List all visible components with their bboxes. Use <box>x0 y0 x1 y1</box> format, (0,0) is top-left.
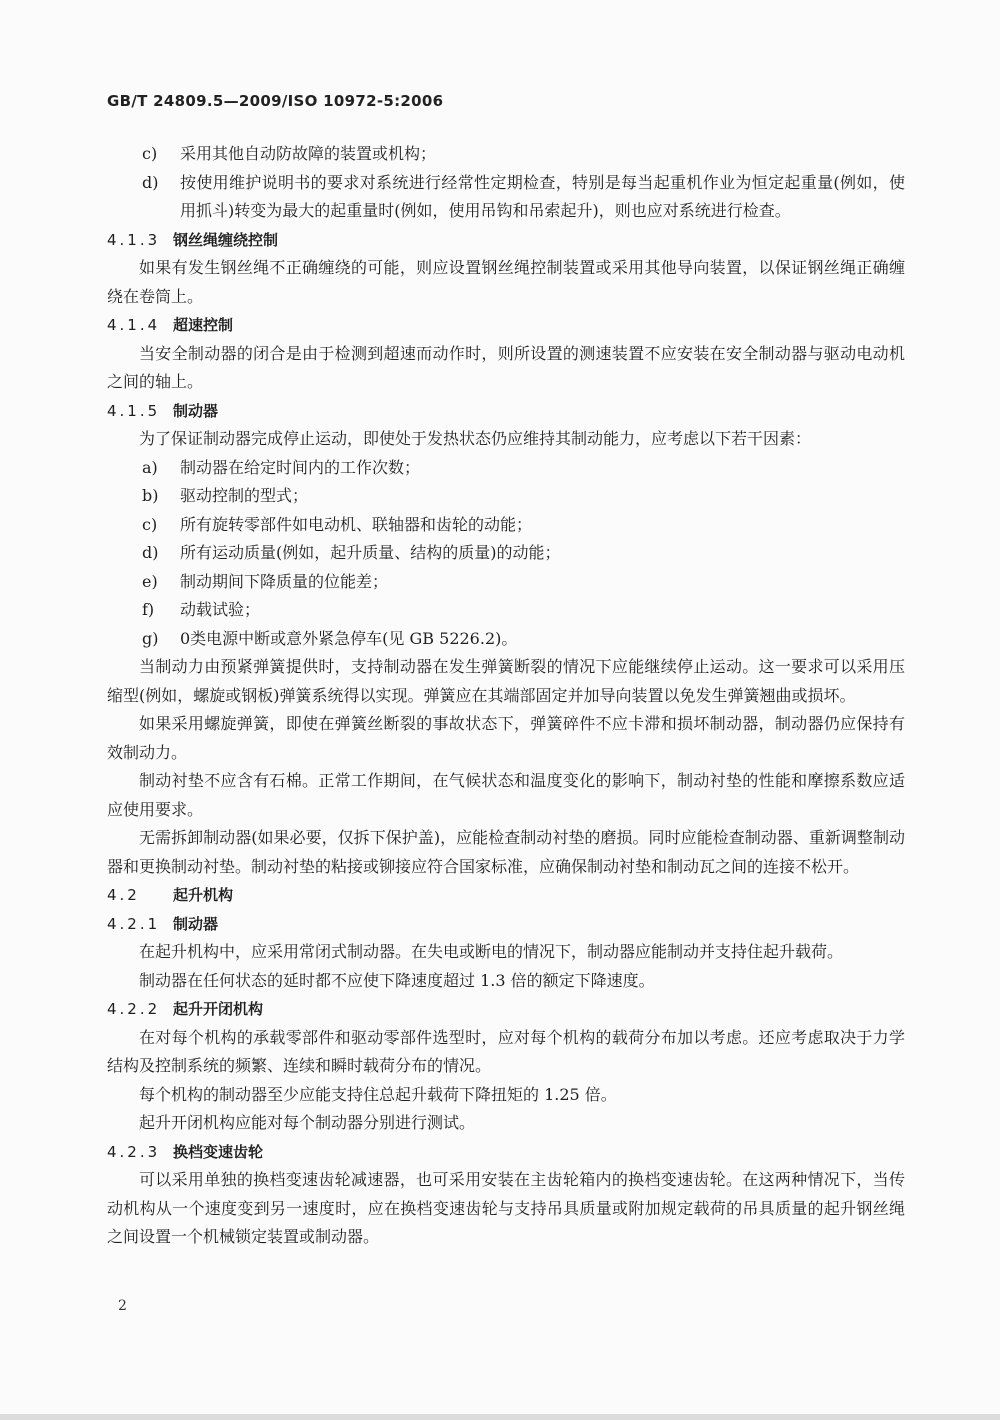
list-item-label: c) <box>142 144 158 163</box>
list-item-text: 采用其他自动防故障的装置或机构； <box>180 144 437 163</box>
page-number: 2 <box>118 1298 127 1314</box>
section-title: 起升开闭机构 <box>173 1000 264 1018</box>
section-number: 4.2.3 <box>107 1142 161 1161</box>
paragraph: 当安全制动器的闭合是由于检测到超速而动作时，则所设置的测速装置不应安装在安全制动器与驱动电动机之间的轴上。 <box>107 343 905 391</box>
list-item-text: 所有旋转零部件如电动机、联轴器和齿轮的动能； <box>180 514 533 534</box>
list-item <box>107 454 905 483</box>
paragraph: 为了保证制动器完成停止运动，即使处于发热状态仍应维持其制动能力，应考虑以下若干因素： <box>139 429 812 448</box>
section-title: 制动器 <box>173 401 219 420</box>
section-heading <box>107 910 905 939</box>
section-heading <box>107 397 905 426</box>
list-item-label: d) <box>142 543 159 562</box>
paragraph: 在起升机构中，应采用常闭式制动器。在失电或断电的情况下，制动器应能制动并支持住起升载荷。 <box>139 942 844 961</box>
paragraph: 可以采用单独的换档变速齿轮减速器，也可采用安装在主齿轮箱内的换档变速齿轮。在这两种情况下，当传动机构从一个速度变到另一速度时，应在换档变速齿轮与支持吊具质量或附加规定载荷的吊具质量的起升钢丝绳之间设置一个机械锁定装置或制动器。 <box>107 1170 905 1246</box>
list-item <box>107 568 905 597</box>
list-item-text: 制动器在给定时间内的工作次数； <box>180 457 421 477</box>
paragraph: 制动器在任何状态的延时都不应使下降速度超过 1.3 倍的额定下降速度。 <box>139 970 655 990</box>
list-item-text: 动载试验； <box>180 600 261 619</box>
section-number: 4.2.1 <box>107 914 161 933</box>
paragraph: 起升开闭机构应能对每个制动器分别进行测试。 <box>139 1113 476 1132</box>
section-number: 4.2.2 <box>107 1000 161 1018</box>
section-heading <box>107 1138 905 1167</box>
section-title: 超速控制 <box>173 316 234 334</box>
section-number: 4.1.5 <box>107 401 161 420</box>
list-item-label: d) <box>142 172 159 192</box>
list-item <box>107 169 905 226</box>
section-title: 换档变速齿轮 <box>173 1142 264 1161</box>
document-body <box>107 140 905 1252</box>
section-number: 4.1.4 <box>107 316 161 334</box>
list-item <box>107 539 905 568</box>
list-item <box>107 596 905 625</box>
section-number: 4.1.3 <box>107 230 161 249</box>
paragraph: 当制动力由预紧弹簧提供时，支持制动器在发生弹簧断裂的情况下应能继续停止运动。这一要求可以采用压缩型(例如，螺旋或钢板)弹簧系统得以实现。弹簧应在其端部固定并加导向装置以免发生弹簧翘曲或损坏。 <box>107 657 905 705</box>
section-heading <box>107 995 905 1024</box>
list-item-label: c) <box>142 514 158 534</box>
list-item <box>107 140 905 169</box>
paragraph: 每个机构的制动器至少应能支持住总起升载荷下降扭矩的 1.25 倍。 <box>139 1084 617 1104</box>
list-item <box>107 482 905 511</box>
list-item-text: 制动期间下降质量的位能差； <box>180 571 389 591</box>
section-heading <box>107 311 905 340</box>
section-title: 起升机构 <box>173 886 234 904</box>
list-item <box>107 511 905 540</box>
list-item-text: 0类电源中断或意外紧急停车(见 GB 5226.2)。 <box>180 628 518 648</box>
list-item-text: 所有运动质量(例如，起升质量、结构的质量)的动能； <box>180 543 561 562</box>
section-title: 钢丝绳缠绕控制 <box>173 230 279 249</box>
list-item-text: 按使用维护说明书的要求对系统进行经常性定期检查，特别是每当起重机作业为恒定起重量(例如，使用抓斗)转变为最大的起重量时(例如，使用吊钩和吊索起升)，则也应对系统进行检查。 <box>180 172 905 220</box>
list-item-text: 驱动控制的型式； <box>180 486 309 505</box>
list-item-label: a) <box>142 457 158 477</box>
paragraph: 如果采用螺旋弹簧，即使在弹簧丝断裂的事故状态下，弹簧碎件不应卡滞和损坏制动器，制动器仍应保持有效制动力。 <box>107 714 905 762</box>
paragraph: 制动衬垫不应含有石棉。正常工作期间，在气候状态和温度变化的影响下，制动衬垫的性能和摩擦系数应适应使用要求。 <box>107 771 905 819</box>
standard-code-header: GB/T 24809.5—2009/ISO 10972-5:2006 <box>107 92 444 110</box>
paragraph: 无需拆卸制动器(如果必要，仅拆下保护盖)，应能检查制动衬垫的磨损。同时应能检查制动器、重新调整制动器和更换制动衬垫。制动衬垫的粘接或铆接应符合国家标准，应确保制动衬垫和制动瓦之间的连接不松开。 <box>107 828 905 876</box>
paragraph: 如果有发生钢丝绳不正确缠绕的可能，则应设置钢丝绳控制装置或采用其他导向装置，以保证钢丝绳正确缠绕在卷筒上。 <box>107 258 905 306</box>
section-number: 4.2 <box>107 886 140 904</box>
section-heading <box>107 226 905 255</box>
list-item <box>107 625 905 654</box>
section-title: 制动器 <box>173 914 219 933</box>
section-heading <box>107 881 905 910</box>
list-item-label: b) <box>142 486 159 505</box>
paragraph: 在对每个机构的承载零部件和驱动零部件选型时，应对每个机构的载荷分布加以考虑。还应考虑取决于力学结构及控制系统的频繁、连续和瞬时载荷分布的情况。 <box>107 1027 905 1075</box>
list-item-label: e) <box>142 571 158 591</box>
list-item-label: g) <box>142 628 159 648</box>
page-bottom-edge <box>0 1414 1000 1420</box>
list-item-label: f) <box>142 600 155 619</box>
